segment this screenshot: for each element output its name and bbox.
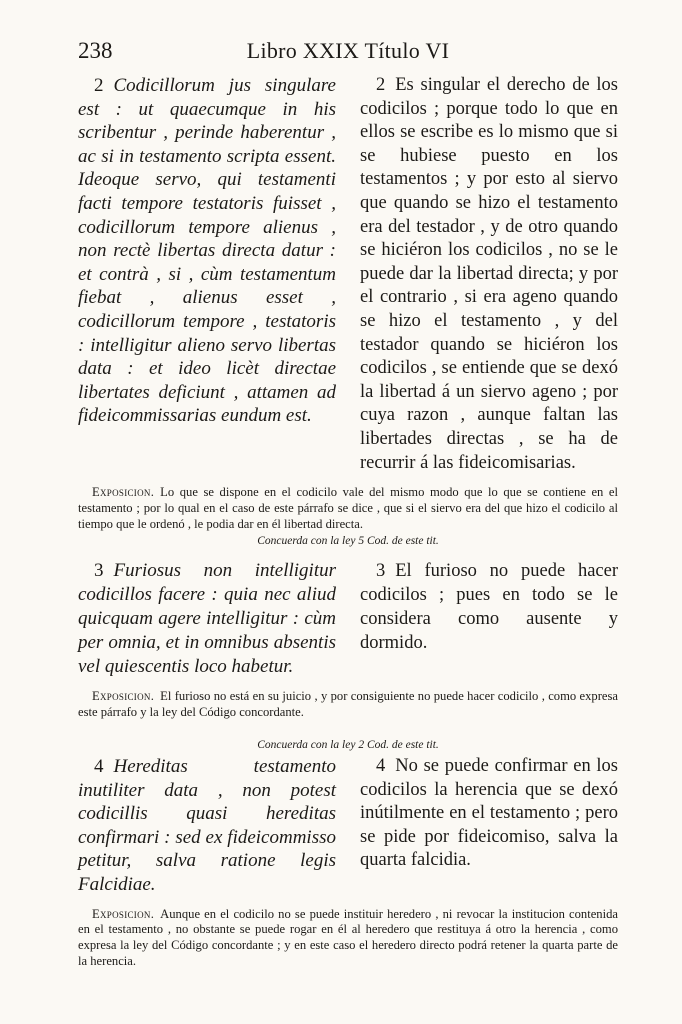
spanish-text-4 [360,755,618,897]
running-head: Libro XXIX Título VI [246,38,450,63]
exposicion-label-4: Exposicion. [92,906,155,921]
latin-text-2 [78,74,336,475]
section-4 [78,755,618,897]
section-2 [78,74,618,475]
latin-paragraph-2: Codicillorum jus singulare est : ut quaecumque in his scribentur , perinde haberentur , ac si in testamento scripta essent. Ideoque servo, qui testamenti facti tempore testatoris fuisset , codicillorum tempore alienus , non rectè libertas directa datur : et contrà , si , cùm testamentum fiebat , alienus esset , codicillorum tempore , testatoris : intelligitur alieno servo libertas data : et ideo licèt directae libertates deficiunt , attamen ad fideicommissarias eundum est. [78,75,336,427]
latin-paragraph-4: Hereditas testamento inutiliter data , non potest codicillis quasi hereditas confirmari : sed ex fideicommisso petitur, salva ratione legis Falcidiae. [78,756,336,896]
spanish-paragraph-4: No se puede confirmar en los codicilos la herencia que se dexó inútilmente en el testamento ; pero se pide por fideicomiso, salva la quarta falcidia. [360,756,618,871]
latin-text-3 [78,559,336,679]
exposicion-text-2: Lo que se dispone en el codicilo vale del mismo modo que lo que se contiene en el testamento ; por lo qual en el caso de este párrafo se dice , que si el siervo era del que hizo el codicilo al tiempo que le ordenó , le podia dar en él libertad directa. [78,485,618,531]
spanish-paragraph-2: Es singular el derecho de los codicilos ; porque todo lo que en ellos se escribe es lo mismo que si se hubiese puesto en los testamentos ; y por esto al siervo que quando se hizo el testamento era del testador , y de otro quando se hiciéron los codicilos , no se le puede dar la libertad directa; y por el contrario , si era ageno quando se hizo el testamento , y del testador quando se hiciéron los codicilos , se entiende que se dexó la libertad á un siervo ageno ; por cuya razon , aunque faltan las libertades directas , se ha de recurrir á las fideicomisarias. [360,75,618,473]
exposicion-4 [78,907,618,970]
spanish-number-2: 2 [376,75,386,95]
exposicion-text-3: El furioso no está en su juicio , y por consiguiente no puede hacer codicilo , como expresa este párrafo y la ley del Código concordante. [78,689,618,720]
section-3 [78,559,618,679]
concordance-note-2: Concuerda con la ley 5 Cod. de este tit. [257,535,439,548]
book-page [78,38,618,970]
spanish-number-3: 3 [376,561,386,582]
spanish-number-4: 4 [376,756,386,777]
exposicion-label-3: Exposicion. [92,689,155,704]
spanish-paragraph-3: El furioso no puede hacer codicilos ; pues en todo se le considera como ausente y dormido. [360,561,618,654]
latin-number-3: 3 [94,560,104,582]
latin-number-2: 2 [94,75,104,96]
concordance-note-3: Concuerda con la ley 2 Cod. de este tit. [257,739,439,752]
latin-paragraph-3: Furiosus non intelligitur codicillos facere : quia nec aliud quicquam agere intelligitur : cùm per omnia, et in omnibus absentis vel quiescentis loco habetur. [78,560,336,678]
latin-number-4: 4 [94,756,104,778]
spanish-text-3 [360,559,618,679]
exposicion-label-2: Exposicion. [92,485,155,500]
latin-text-4 [78,755,336,897]
exposicion-2 [78,485,618,532]
page-number: 238 [78,38,113,63]
spanish-text-2 [360,74,618,475]
page-header [78,38,618,72]
exposicion-3 [78,689,618,721]
exposicion-text-4: Aunque en el codicilo no se puede instituir heredero , ni revocar la institucion contenida en el testamento , no obstante se puede rogar en él al heredero que restituya á otro la herencia , como expresa la ley del Código concordante ; y en este caso el heredero directo podrá retener la quarta parte de la herencia. [78,906,618,969]
